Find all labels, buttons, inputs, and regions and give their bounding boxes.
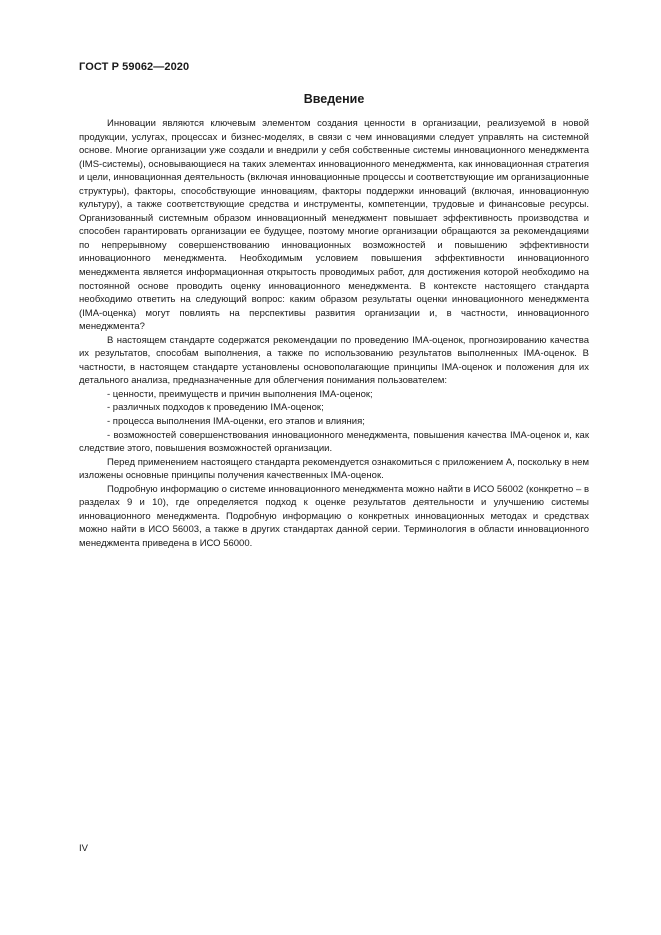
body-text [79, 117, 589, 551]
list-item: - возможностей совершенствования инновационного менеджмента, повышения качества IMA-оценок и, как следствие этого, повышения возможностей организации. [79, 429, 589, 455]
paragraph-references: Подробную информацию о системе инновационного менеджмента можно найти в ИСО 56002 (конкретно – в разделах 9 и 10), где определяется подход к оценке результатов деятельности и улучшению системы инновационного менеджмента. Подробную информацию о конкретных инновационных методах и средствах можно найти в ИСО 56003, а также в других стандартах данной серии. Терминология в области инновационного менеджмента приведена в ИСО 56000. [79, 483, 589, 549]
paragraph-annex-note: Перед применением настоящего стандарта рекомендуется ознакомиться с приложением А, поскольку в нем изложены основные принципы получения качественных IMA-оценок. [79, 456, 589, 482]
purpose-list [79, 388, 589, 456]
list-item: - процесса выполнения IMA-оценки, его этапов и влияния; [107, 416, 365, 428]
paragraph-intro: Инновации являются ключевым элементом создания ценности в организации, реализуемой в новой продукции, услугах, процессах и бизнес-моделях, в связи с чем инновациями следует управлять на системной основе. Многие организации уже создали и внедрили у себя собственные системы инновационного менеджмента (IMS-системы), основывающиеся на таких элементах инновационного менеджмента, как инновационная стратегия и цели, инновационная деятельность (включая инновационные процессы и соответствующие им организационные структуры), факторы, способствующие инновациям, факторы поддержки инноваций (включая, инновационную культуру), а также соответствующие средства и инструменты, компетенции, трудовые и финансовые ресурсы. Организованный системным образом инновационный менеджмент повышает эффективность производства и способен гарантировать организации ее будущее, поэтому многие организации обращаются за рекомендациями по непрерывному совершенствованию инновационных возможностей и повышению эффективности инновационного менеджмента. Необходимым условием повышения эффективности инновационного менеджмента является информационная открытость проводимых работ, для достижения которой необходимо на постоянной основе проводить оценку инновационного менеджмента. В контексте настоящего стандарта необходимо ответить на следующий вопрос: каким образом результаты оценки инновационного менеджмента (IMA-оценка) могут повлиять на перспективы развития организации и, в частности, инновационного менеджмента? [79, 118, 589, 333]
paragraph-scope: В настоящем стандарте содержатся рекомендации по проведению IMA-оценок, прогнозированию качества их результатов, способам выполнения, а также по использованию результатов выполненных IMA-оценок. В частности, в настоящем стандарте установлены основополагающие принципы IMA-оценок и положения для их детального анализа, предназначенные для облегчения понимания пользователем: [79, 334, 589, 387]
page-number: IV [79, 843, 88, 854]
list-item: - различных подходов к проведению IMA-оценок; [107, 402, 324, 414]
list-item: - ценности, преимуществ и причин выполнения IMA-оценок; [107, 388, 373, 400]
standard-header: ГОСТ Р 59062—2020 [79, 61, 190, 73]
section-title: Введение [303, 92, 365, 106]
